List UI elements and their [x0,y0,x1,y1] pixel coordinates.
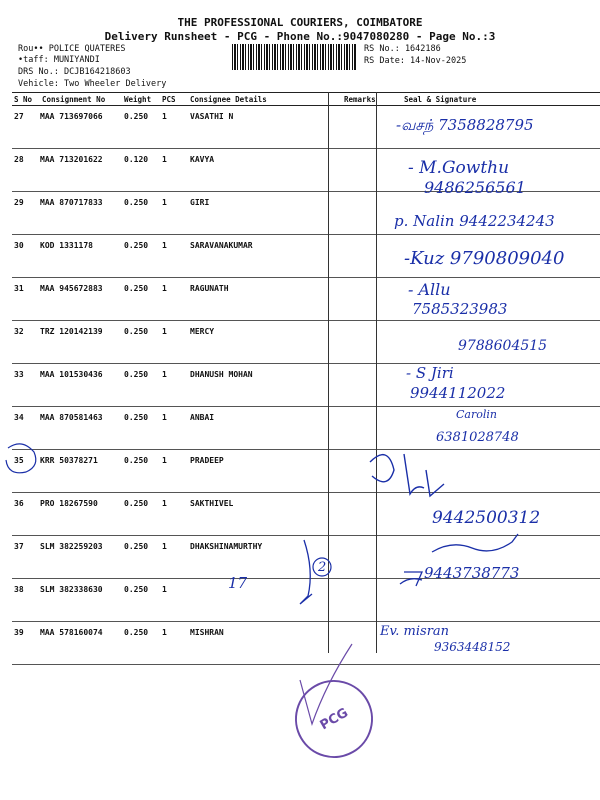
col-sno: S No [14,95,33,104]
col-signature: Seal & Signature [404,95,477,104]
row-weight: 0.250 [124,585,149,594]
row-pcs: 1 [162,628,167,637]
row-weight: 0.250 [124,499,149,508]
row-weight: 0.250 [124,198,149,207]
rs-number: RS No.: 1642186 [364,44,441,54]
table-header [12,92,600,106]
handwriting-38: 9443738773 [424,564,520,582]
col-consignee: Consignee Details [190,95,267,104]
row-consignee: RAGUNATH [190,284,229,293]
row-weight: 0.250 [124,370,149,379]
staff-label: •taff: MUNIYANDI [18,55,100,65]
handwriting-33b: 9944112022 [410,384,506,402]
drs-label: DRS No.: DCJB164218603 [18,67,131,77]
handwriting-30: -Kuz 9790809040 [404,248,565,269]
row-weight: 0.250 [124,542,149,551]
handwriting-29: p. Nalin 9442234243 [394,212,555,230]
route-label: Rou•• POLICE QUATERES [18,44,126,54]
column-divider [376,92,377,653]
barcode [232,44,356,70]
row-consignee: SARAVANAKUMAR [190,241,253,250]
row-consignee: ANBAI [190,413,215,422]
table-row [12,450,600,493]
table-row [12,579,600,622]
row-consignment: PRO 18267590 [40,499,98,508]
row-sno: 38 [14,585,24,594]
row-pcs: 1 [162,499,167,508]
handwriting-31: - Allu [408,280,451,299]
row-weight: 0.250 [124,456,149,465]
handwriting-39b: 9363448152 [434,640,511,654]
col-remarks: Remarks [344,95,376,104]
row-pcs: 1 [162,542,167,551]
handwriting-27: -வசந் 7358828795 [396,116,534,134]
handwriting-32a: 7585323983 [412,300,508,318]
row-weight: 0.250 [124,241,149,250]
table-row [12,622,600,665]
handwriting-28b: 9486256561 [424,178,526,197]
row-pcs: 1 [162,413,167,422]
document-title: THE PROFESSIONAL COURIERS, COIMBATORE [177,16,423,29]
row-consignment: MAA 945672883 [40,284,103,293]
note-2: 2 [318,560,327,575]
row-sno: 29 [14,198,24,207]
row-consignee: DHAKSHINAMURTHY [190,542,263,551]
row-weight: 0.250 [124,327,149,336]
column-divider [328,92,329,653]
row-sno: 32 [14,327,24,336]
row-sno: 39 [14,628,24,637]
row-sno: 36 [14,499,24,508]
row-consignment: KOD 1331178 [40,241,93,250]
handwriting-34b: 6381028748 [436,430,519,445]
row-sno: 31 [14,284,24,293]
row-consignment: MAA 578160074 [40,628,103,637]
row-sno: 35 [14,456,24,465]
row-pcs: 1 [162,327,167,336]
handwriting-32b: 9788604515 [458,338,548,354]
table-row [12,364,600,407]
row-weight: 0.250 [124,112,149,121]
row-sno: 28 [14,155,24,164]
row-consignee: MISHRAN [190,628,224,637]
table-row [12,278,600,321]
row-pcs: 1 [162,198,167,207]
row-sno: 30 [14,241,24,250]
row-weight: 0.250 [124,284,149,293]
row-consignment: TRZ 120142139 [40,327,103,336]
row-consignment: SLM 382338630 [40,585,103,594]
row-consignment: MAA 101530436 [40,370,103,379]
vehicle-label: Vehicle: Two Wheeler Delivery [18,79,167,89]
document-subtitle: Delivery Runsheet - PCG - Phone No.:9047080280 - Page No.:3 [104,30,496,43]
rs-date: RS Date: 14-Nov-2025 [364,56,467,66]
row-sno: 27 [14,112,24,121]
handwriting-34a: Carolin [456,408,497,421]
row-consignee: KAVYA [190,155,215,164]
row-pcs: 1 [162,241,167,250]
row-pcs: 1 [162,112,167,121]
handwriting-39a: Ev. misran [380,624,450,639]
row-consignment: MAA 713697066 [40,112,103,121]
row-sno: 34 [14,413,24,422]
row-consignment: MAA 870717833 [40,198,103,207]
row-pcs: 1 [162,370,167,379]
note-17: 17 [228,574,248,592]
row-consignee: DHANUSH MOHAN [190,370,253,379]
row-consignment: KRR 50378271 [40,456,98,465]
row-consignee: GIRI [190,198,210,207]
row-consignment: MAA 713201622 [40,155,103,164]
row-pcs: 1 [162,155,167,164]
row-weight: 0.250 [124,413,149,422]
col-consignment: Consignment No [42,95,106,104]
handwriting-28a: - M.Gowthu [408,158,510,178]
row-pcs: 1 [162,456,167,465]
row-weight: 0.120 [124,155,149,164]
row-consignee: PRADEEP [190,456,224,465]
row-pcs: 1 [162,585,167,594]
handwriting-36: 9442500312 [432,508,541,528]
row-weight: 0.250 [124,628,149,637]
row-pcs: 1 [162,284,167,293]
row-sno: 37 [14,542,24,551]
col-pcs: PCS [162,95,176,104]
row-consignment: MAA 870581463 [40,413,103,422]
row-sno: 33 [14,370,24,379]
pcg-stamp: PCG [281,666,388,773]
row-consignee: MERCY [190,327,215,336]
row-consignee: VASATHI N [190,112,234,121]
col-weight: Weight [124,95,152,104]
row-consignee: SAKTHIVEL [190,499,234,508]
handwriting-33a: - S Jiri [406,364,454,382]
row-consignment: SLM 382259203 [40,542,103,551]
